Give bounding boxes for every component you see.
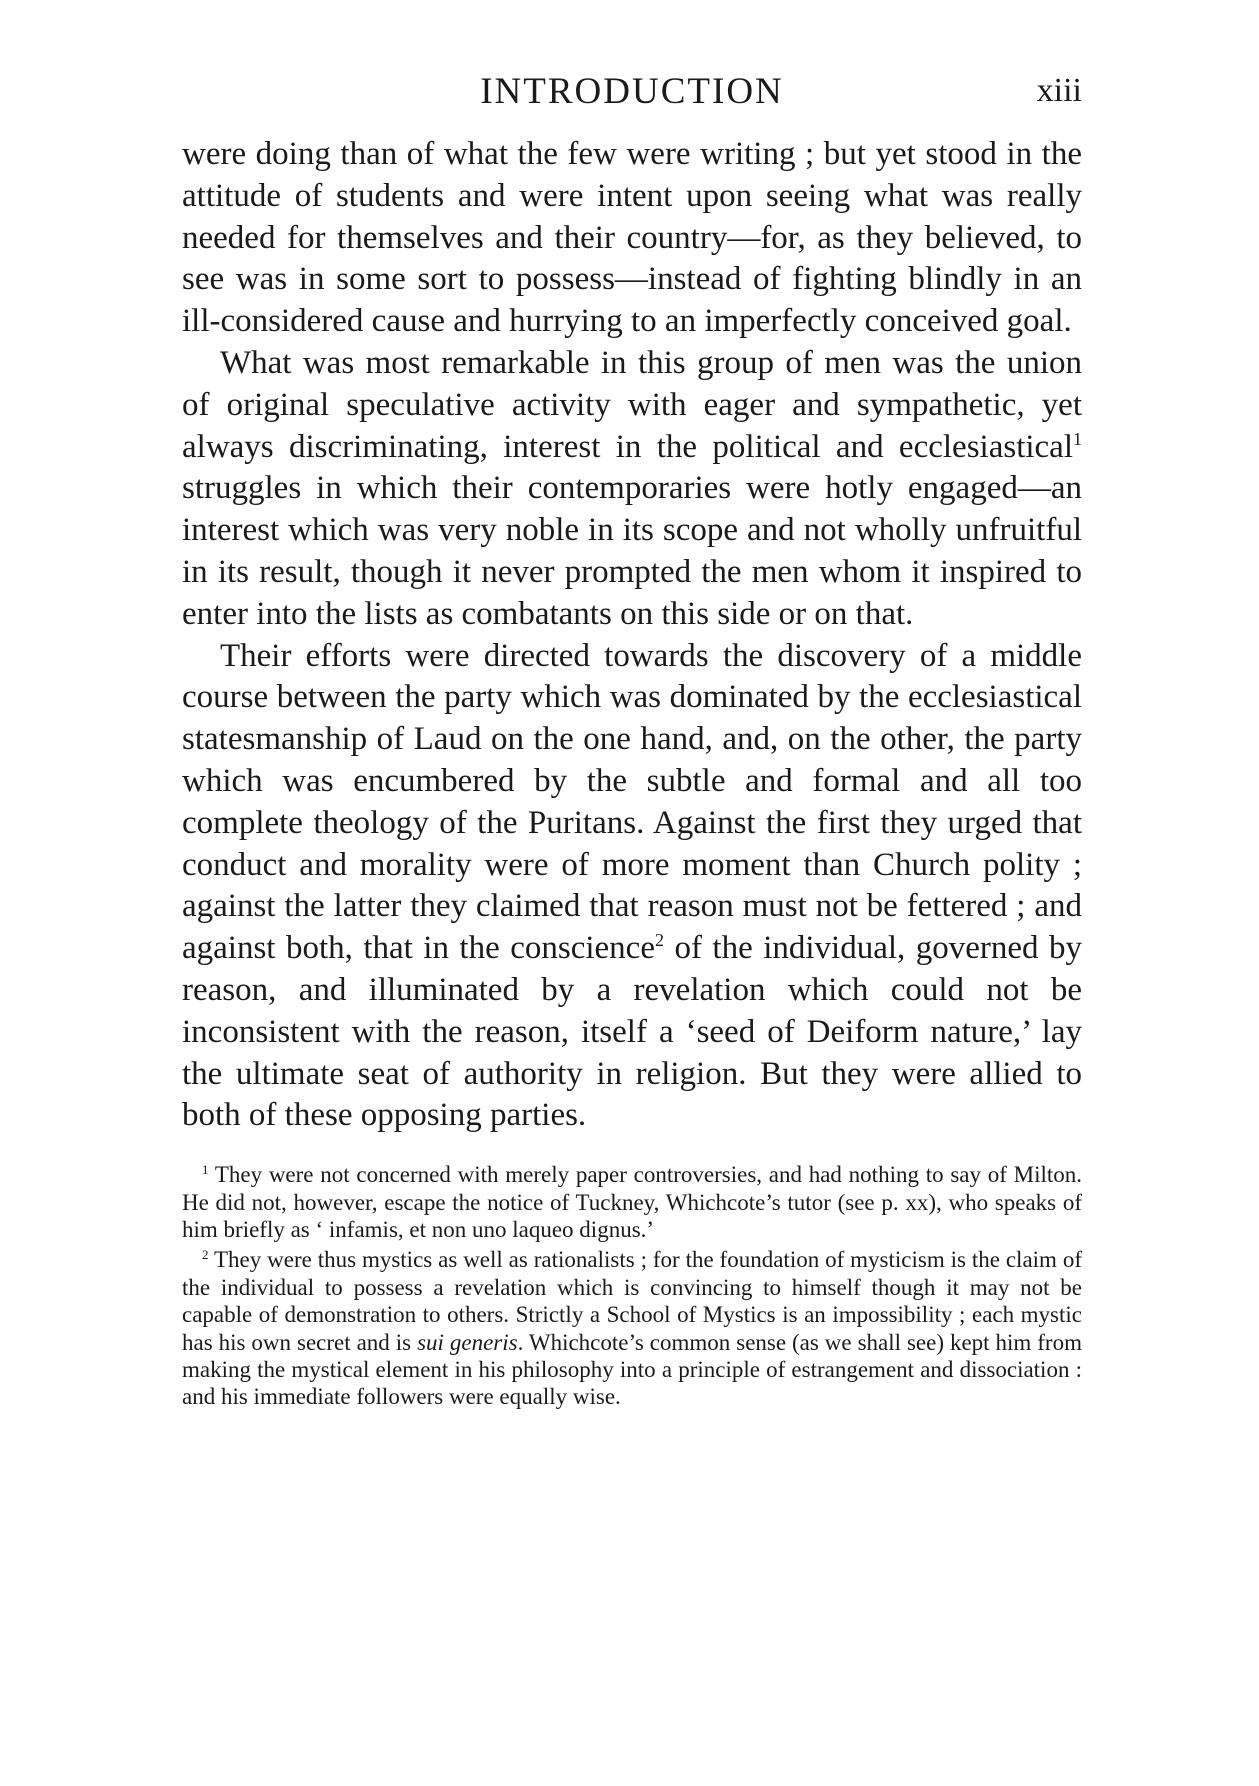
footnote-2-text-b: . Whichcote’s common sense (as we shall see) kept him from making the mystical element in his philosophy into a principle of estrangement and dissociation : and his immediate followers were equally wise. xyxy=(182,1329,1082,1410)
paragraph-3-part-a: Their efforts were directed towards the discovery of a middle course between the party which was dominated by the ecclesiastical statesmanship of Laud on the one hand, and, on the other, the party which was encumbered by the subtle and formal and all too complete theology of the Puritans. Against the first they urged that conduct and morality were of more moment than Church polity ; against the latter they claimed that reason must not be fettered ; and against both, that in the conscience xyxy=(182,637,1082,967)
running-head xyxy=(182,60,1082,124)
footnote-2 xyxy=(182,1246,1082,1410)
footnote-ref-1: 1 xyxy=(1073,428,1082,449)
paragraph-1: were doing than of what the few were writing ; but yet stood in the attitude of students and were intent upon seeing what was really needed for themselves and their country—for, as they believed, to see was in some sort to possess—instead of fighting blindly in an ill-considered cause and hurrying to an imperfectly conceived goal. xyxy=(182,136,1082,340)
footnote-1-text: They were not concerned with merely paper controversies, and had nothing to say of Milton. He did not, however, escape the notice of Tuckney, Whichcote’s tutor (see p. xx), who speaks of him briefly as ‘ infamis, et non uno laqueo dignus.’ xyxy=(182,1162,1082,1242)
footnote-2-mark: 2 xyxy=(202,1247,209,1263)
book-page xyxy=(182,60,1082,1760)
paragraph-2-part-b: struggles in which their contemporaries were hotly engaged—an interest which was very noble in its scope and not wholly unfruitful in its result, though it never prompted the men whom it inspired to enter into the lists as combatants on this side or on that. xyxy=(182,470,1082,632)
page-number: xiii xyxy=(1036,72,1082,109)
footnote-ref-2: 2 xyxy=(654,930,664,951)
paragraph-2-part-a: What was most remarkable in this group of men was the union of original speculative activity with eager and sympathetic, yet always discriminating, interest in the political and ecclesiastical xyxy=(182,344,1082,465)
body-text xyxy=(182,134,1082,1137)
footnote-1 xyxy=(182,1161,1082,1243)
paragraph-2 xyxy=(182,343,1082,636)
footnote-2-text-a: They were thus mystics as well as rationalists ; for the foundation of mysticism is the claim of the individual to possess a revelation which is convincing to himself though it may not be capable of demonstration to others. Strictly a School of Mystics is an impossibility ; each mystic has his own secret and is xyxy=(182,1247,1082,1355)
paragraph-3 xyxy=(182,636,1082,1138)
footnote-1-mark: 1 xyxy=(202,1162,209,1178)
footnotes xyxy=(182,1161,1082,1411)
running-title: INTRODUCTION xyxy=(480,71,784,112)
paragraph-3-part-b: of the individual, governed by reason, and illuminated by a revelation which could not be inconsistent with the reason, itself a ‘seed of Deiform nature,’ lay the ultimate seat of authority in religion. But they were allied to both of these opposing parties. xyxy=(182,930,1082,1134)
footnote-2-italic: sui generis xyxy=(417,1329,518,1355)
